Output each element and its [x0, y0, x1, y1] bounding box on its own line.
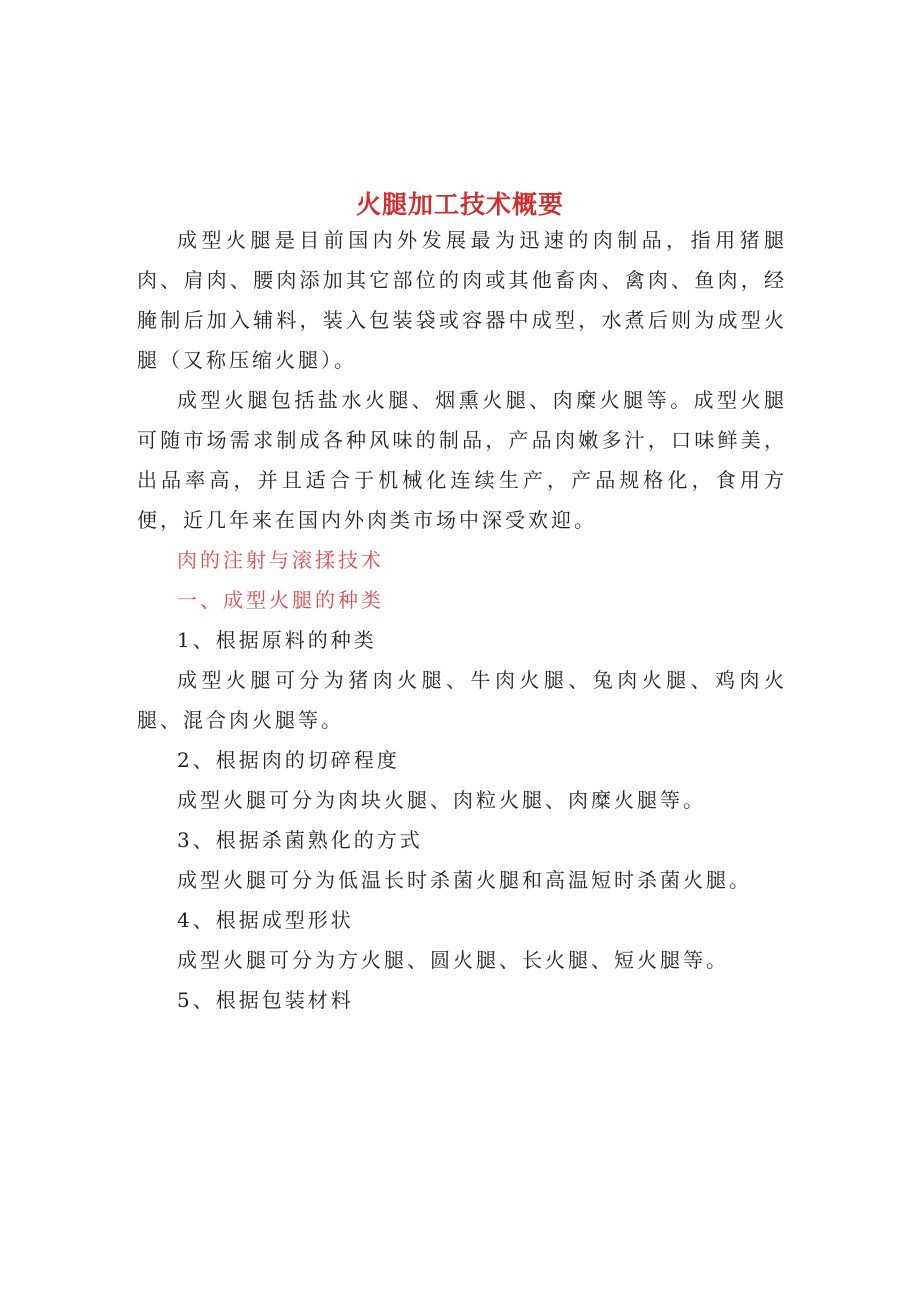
item-heading-4: 4、根据成型形状 — [177, 908, 354, 932]
item-heading-5: 5、根据包装材料 — [177, 988, 354, 1012]
subsection-heading: 一、成型火腿的种类 — [177, 588, 384, 612]
section-heading: 肉的注射与滚揉技术 — [177, 548, 384, 572]
intro-paragraph-2: 成型火腿包括盐水火腿、烟熏火腿、肉糜火腿等。成型火腿可随市场需求制成各种风味的制品，产品肉嫩多汁，口味鲜美，出品率高，并且适合于机械化连续生产，产品规格化，食用方便，近几年来在国内外肉类市场中深受欢迎。 — [137, 388, 787, 532]
item-heading-2: 2、根据肉的切碎程度 — [177, 748, 400, 772]
intro-paragraph-1: 成型火腿是目前国内外发展最为迅速的肉制品，指用猪腿肉、肩肉、腰肉添加其它部位的肉或其他畜肉、禽肉、鱼肉，经腌制后加入辅料，装入包装袋或容器中成型，水煮后则为成型火腿（又称压缩火腿）。 — [137, 228, 787, 372]
item-text-3: 成型火腿可分为低温长时杀菌火腿和高温短时杀菌火腿。 — [177, 868, 752, 892]
item-text-2: 成型火腿可分为肉块火腿、肉粒火腿、肉糜火腿等。 — [177, 788, 706, 812]
item-text-4: 成型火腿可分为方火腿、圆火腿、长火腿、短火腿等。 — [177, 948, 729, 972]
item-text-1: 成型火腿可分为猪肉火腿、牛肉火腿、兔肉火腿、鸡肉火腿、混合肉火腿等。 — [137, 668, 787, 732]
document-body — [137, 220, 787, 1020]
item-heading-1: 1、根据原料的种类 — [177, 628, 377, 652]
document-title: 火腿加工技术概要 — [355, 189, 564, 219]
item-heading-3: 3、根据杀菌熟化的方式 — [177, 828, 423, 852]
